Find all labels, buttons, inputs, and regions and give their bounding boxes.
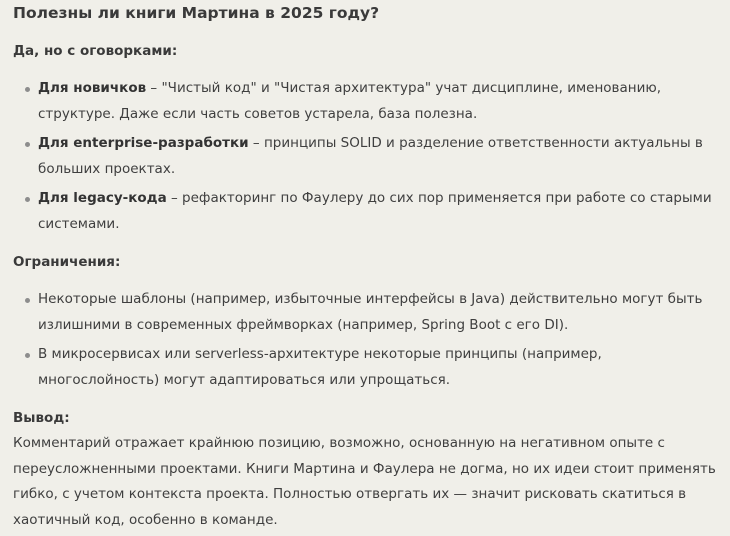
page-title: Полезны ли книги Мартина в 2025 году? <box>13 4 380 22</box>
list-item-novices <box>0 76 712 127</box>
conclusion-paragraph <box>13 431 716 533</box>
limits-list <box>0 287 702 393</box>
list-item-bold: Для legacy-кода <box>38 190 167 206</box>
list-item-line <box>38 186 712 212</box>
pros-list <box>0 76 712 237</box>
list-item-line <box>38 76 712 102</box>
paragraph-line: хаотичный код, особенно в команде. <box>13 511 278 528</box>
list-item-line <box>38 131 712 157</box>
list-item-text: излишними в современных фреймворках (например, Spring Boot с его DI). <box>38 316 569 333</box>
list-item-limit-patterns <box>0 287 702 338</box>
conclusion-heading: Вывод: <box>13 410 70 426</box>
limits-heading: Ограничения: <box>13 254 121 270</box>
paragraph-line: Комментарий отражает крайнюю позицию, возможно, основанную на негативном опыте с <box>13 435 665 451</box>
list-item-bold: Для новичков <box>38 80 147 96</box>
list-item-text: – "Чистый код" и "Чистая архитектура" учат дисциплине, именованию, <box>146 80 662 96</box>
list-item-limit-microservices <box>0 342 702 393</box>
list-item-text: структуре. Даже если часть советов устарела, база полезна. <box>38 105 478 122</box>
list-item-enterprise <box>0 131 712 182</box>
paragraph-line: переусложненными проектами. Книги Мартина и Фаулера не догма, но их идеи стоит применять <box>13 460 716 477</box>
list-item-text: системами. <box>38 215 120 232</box>
paragraph-line: гибко, с учетом контекста проекта. Полностью отвергать их — значит рисковать скатиться в <box>13 486 687 502</box>
list-item-text: – принципы SOLID и разделение ответственности актуальны в <box>248 135 703 151</box>
list-item-text: многослойность) могут адаптироваться или упрощаться. <box>38 371 451 388</box>
list-item-text: – рефакторинг по Фаулеру до сих пор применяется при работе со старыми <box>166 190 712 206</box>
list-item-text: Некоторые шаблоны (например, избыточные интерфейсы в Java) действительно могут быть <box>38 291 703 307</box>
list-item-text: больших проектах. <box>38 160 176 177</box>
list-item-text: В микросервисах или serverless-архитектуре некоторые принципы (например, <box>38 346 602 362</box>
list-item-bold: Для enterprise-разработки <box>38 135 249 151</box>
list-item-legacy <box>0 186 712 237</box>
intro-heading: Да, но с оговорками: <box>13 43 178 59</box>
